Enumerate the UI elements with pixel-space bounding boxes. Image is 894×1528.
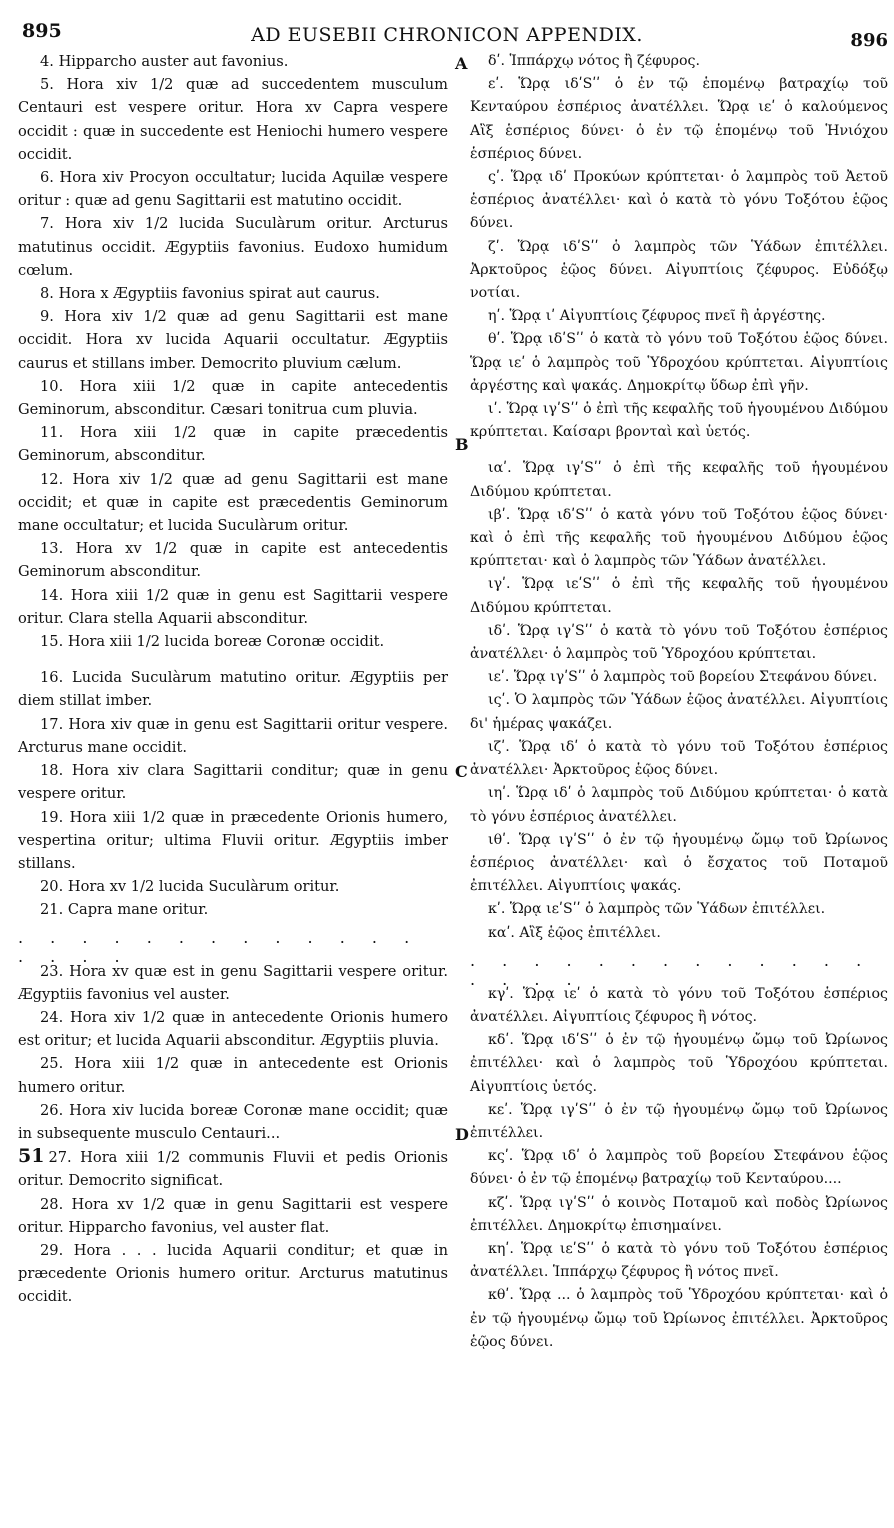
omission-dots: . . . . . . . . . . . . . . . . . xyxy=(18,927,421,966)
greek-entry: ιγʹ. Ὥρᾳ ιεʹSʹʹ ὁ ἐπὶ τῆς κεφαλῆς τοῦ ἡγουμένου Διδύμου κρύπτεται. xyxy=(470,576,888,616)
greek-entry: ιςʹ. Ὁ λαμπρὸς τῶν Ὑάδων ἑῷος ἀνατέλλει. Αἰγυπτίοις δι' ἡμέρας ψακάζει. xyxy=(470,692,888,732)
margin-letter-b: B xyxy=(455,435,469,454)
latin-entry-27 xyxy=(18,1145,448,1192)
latin-entry: 11. Hora xiii 1/2 quæ in capite præcedentis Geminorum, absconditur. xyxy=(18,424,448,465)
latin-entry: 9. Hora xiv 1/2 quæ ad genu Sagittarii est mane occidit. Hora xv lucida Aquarii occultatur. Ægyptiis caurus et stillans imber. Democrito pluvium cælum. xyxy=(18,308,448,372)
latin-entry: 26. Hora xiv lucida boreæ Coronæ mane occidit; quæ in subsequente musculo Centauri... xyxy=(18,1101,448,1142)
greek-entry: ιβʹ. Ὥρᾳ ιδʹSʹʹ ὁ κατὰ γόνυ τοῦ Τοξότου ἑῷος δύνει· καὶ ὁ ἐπὶ τῆς κεφαλῆς τοῦ ἡγουμένου Διδύμου ἑῷος κρύπτεται· καὶ ὁ λαμπρὸς τῶν Ὑάδων ἀνατέλλει. xyxy=(470,506,888,570)
greek-entry: ιηʹ. Ὥρᾳ ιδʹ ὁ λαμπρὸς τοῦ Διδύμου κρύπτεται· ὁ κατὰ τὸ γόνυ ἑσπέριος ἀνατέλλει. xyxy=(470,785,888,825)
latin-entry: 10. Hora xiii 1/2 quæ in capite antecedentis Geminorum, absconditur. Cæsari tonitrua cum pluvia. xyxy=(18,377,448,419)
latin-entry: 7. Hora xiv 1/2 lucida Suculàrum oritur. Arcturus matutinus occidit. Ægyptiis favonius. Eudoxo humidum cœlum. xyxy=(18,215,448,279)
omission-dots: . . . . . . . . . . . . . . . . . xyxy=(470,950,873,989)
latin-entry-text: 27. Hora xiii 1/2 communis Fluvii et pedis Orionis oritur. Democrito significat. xyxy=(18,1149,448,1190)
page-header xyxy=(0,20,894,51)
latin-entry: 5. Hora xiv 1/2 quæ ad succedentem musculum Centauri est vespere oritur. Hora xv Capra vespere occidit : quæ in succedente est Heniochi humero vespere occidit. xyxy=(18,76,448,163)
greek-entry: θʹ. Ὥρᾳ ιδʹSʹʹ ὁ κατὰ τὸ γόνυ τοῦ Τοξότου ἑῷος δύνει. Ὥρᾳ ιεʹ ὁ λαμπρὸς τοῦ Ὑδροχόου κρύπτεται. Αἰγυπτίοις ἀργέστης καὶ ψακάς. Δημοκρίτῳ ὕδωρ ἐπὶ γῆν. xyxy=(470,331,888,394)
latin-entry: 25. Hora xiii 1/2 quæ in antecedente est Orionis humero oritur. xyxy=(18,1055,448,1096)
page-number-left: 895 xyxy=(22,20,62,42)
margin-letter-d: D xyxy=(455,1125,469,1144)
greek-entry: κζʹ. Ὥρᾳ ιγʹSʹʹ ὁ κοινὸς Ποταμοῦ καὶ ποδὸς Ὠρίωνος ἐπιτέλλει. Δημοκρίτῳ ἐπισημαίνει. xyxy=(470,1194,888,1234)
greek-entry: ηʹ. Ὥρᾳ ιʹ Αἰγυπτίοις ζέφυρος πνεῖ ἢ ἀργέστης. xyxy=(488,308,826,325)
latin-entry: 17. Hora xiv quæ in genu est Sagittarii oritur vespere. Arcturus mane occidit. xyxy=(18,715,448,756)
margin-letter-a: A xyxy=(455,54,468,73)
greek-entry: κςʹ. Ὥρᾳ ιδʹ ὁ λαμπρὸς τοῦ βορείου Στεφάνου ἑῷος δύνει· ὁ ἐν τῷ ἑπομένῳ βατραχίῳ τοῦ Κενταύρου.... xyxy=(470,1148,888,1188)
latin-entry: 20. Hora xv 1/2 lucida Suculàrum oritur. xyxy=(40,878,340,896)
greek-entry: εʹ. Ὥρᾳ ιδʹSʹʹ ὁ ἐν τῷ ἑπομένῳ βατραχίῳ τοῦ Κενταύρου ἑσπέριος ἀνατέλλει. Ὥρᾳ ιεʹ ὁ καλούμενος Αἲξ ἑσπέριος δύνει· ὁ ἐν τῷ ἑπομένῳ τοῦ Ἡνιόχου ἑσπέριος δύνει. xyxy=(470,76,888,162)
greek-entry: ςʹ. Ὥρᾳ ιδʹ Προκύων κρύπτεται· ὁ λαμπρὸς τοῦ Ἀετοῦ ἑσπέριος ἀνατέλλει· καὶ ὁ κατὰ τὸ γόνυ Τοξότου ἑῷος δύνει. xyxy=(470,169,888,232)
greek-entry: ζʹ. Ὥρᾳ ιδʹSʹʹ ὁ λαμπρὸς τῶν Ὑάδων ἐπιτέλλει. Ἀρκτοῦρος ἑῷος δύνει. Αἰγυπτίοις ζέφυρος. Εὐδόξῳ νοτίαι. xyxy=(470,238,888,302)
greek-entry: καʹ. Αἲξ ἑῷος ἐπιτέλλει. xyxy=(488,924,661,941)
latin-entry: 15. Hora xiii 1/2 lucida boreæ Coronæ occidit. xyxy=(40,633,385,651)
greek-entry: ιζʹ. Ὥρᾳ ιδʹ ὁ κατὰ τὸ γόνυ τοῦ Τοξότου ἑσπέριος ἀνατέλλει· Ἀρκτοῦρος ἑῷος δύνει. xyxy=(470,738,888,779)
latin-entry: 12. Hora xiv 1/2 quæ ad genu Sagittarii est mane occidit; et quæ in capite est præcedentis Geminorum mane occultatur; et lucida Suculàrum oritur. xyxy=(18,470,448,535)
greek-entry: κδʹ. Ὥρᾳ ιδʹSʹʹ ὁ ἐν τῷ ἡγουμένῳ ὤμῳ τοῦ Ὠρίωνος ἐπιτέλλει· καὶ ὁ λαμπρὸς τοῦ Ὑδροχόου κρύπτεται. Αἰγυπτίοις ὑετός. xyxy=(470,1032,888,1095)
greek-entry: ιαʹ. Ὥρᾳ ιγʹSʹʹ ὁ ἐπὶ τῆς κεφαλῆς τοῦ ἡγουμένου Διδύμου κρύπτεται. xyxy=(470,460,888,500)
running-title: AD EUSEBII CHRONICON APPENDIX. xyxy=(251,24,643,46)
latin-entry: 24. Hora xiv 1/2 quæ in antecedente Orionis humero est oritur; et lucida Aquarii absconditur. Ægyptiis pluvia. xyxy=(18,1008,448,1050)
page-number-right: 896 xyxy=(850,30,888,51)
latin-entry: 18. Hora xiv clara Sagittarii conditur; quæ in genu vespere oritur. xyxy=(18,762,448,803)
latin-entry: 13. Hora xv 1/2 quæ in capite est antecedentis Geminorum absconditur. xyxy=(18,540,448,581)
greek-entry: ιʹ. Ὥρᾳ ιγʹSʹʹ ὁ ἐπὶ τῆς κεφαλῆς τοῦ ἡγουμένου Διδύμου κρύπτεται. Καίσαρι βρονταὶ καὶ ὑετός. xyxy=(470,401,888,441)
greek-entry: ιεʹ. Ὥρᾳ ιγʹSʹʹ ὁ λαμπρὸς τοῦ βορείου Στεφάνου δύνει. xyxy=(488,669,878,686)
latin-column xyxy=(18,50,448,1309)
latin-entry: 21. Capra mane oritur. xyxy=(40,901,209,919)
margin-letter-c: C xyxy=(455,762,468,781)
greek-entry: ιδʹ. Ὥρᾳ ιγʹSʹʹ ὁ κατὰ τὸ γόνυ τοῦ Τοξότου ἑσπέριος ἀνατέλλει· ὁ λαμπρὸς τοῦ Ὑδροχόου κρύπτεται. xyxy=(470,622,888,663)
latin-entry: 19. Hora xiii 1/2 quæ in præcedente Orionis humero, vespertina oritur; ultima Fluvii oritur. Ægyptiis imber stillans. xyxy=(18,808,448,872)
greek-entry: κʹ. Ὥρᾳ ιεʹSʹʹ ὁ λαμπρὸς τῶν Ὑάδων ἐπιτέλλει. xyxy=(488,901,826,918)
latin-entry: 16. Lucida Suculàrum matutino oritur. Ægyptiis per diem stillat imber. xyxy=(18,669,448,710)
greek-entry: κηʹ. Ὥρᾳ ιεʹSʹʹ ὁ κατὰ τὸ γόνυ τοῦ Τοξότου ἑσπέριος ἀνατέλλει. Ἱππάρχῳ ζέφυρος ἢ νότος πνεῖ. xyxy=(470,1240,888,1281)
greek-entry: κθʹ. Ὥρᾳ ... ὁ λαμπρὸς τοῦ Ὑδροχόου κρύπτεται· καὶ ὁ ἐν τῷ ἡγουμένῳ ὤμῳ τοῦ Ὠρίωνος ἐπιτέλλει. Ἀρκτοῦρος ἑῷος δύνει. xyxy=(470,1287,888,1350)
latin-entry: 6. Hora xiv Procyon occultatur; lucida Aquilæ vespere oritur : quæ ad genu Sagittarii est matutino occidit. xyxy=(18,169,448,210)
latin-entry: 14. Hora xiii 1/2 quæ in genu est Sagittarii vespere oritur. Clara stella Aquarii absconditur. xyxy=(18,586,448,627)
greek-column xyxy=(470,50,888,1354)
greek-entry: δʹ. Ἱππάρχῳ νότος ἢ ζέφυρος. xyxy=(488,53,700,69)
greek-entry: κγʹ. Ὥρᾳ ιεʹ ὁ κατὰ τὸ γόνυ τοῦ Τοξότου ἑσπέριος ἀνατέλλει. Αἰγυπτίοις ζέφυρος ἢ νότος. xyxy=(470,985,888,1025)
greek-entry: ιθʹ. Ὥρᾳ ιγʹSʹʹ ὁ ἐν τῷ ἡγουμένῳ ὤμῳ τοῦ Ὠρίωνος ἑσπέριος ἀνατέλλει· καὶ ὁ ἔσχατος τοῦ Ποταμοῦ ἐπιτέλλει. Αἰγυπτίοις ψακάς. xyxy=(470,831,888,895)
greek-entry: κεʹ. Ὥρᾳ ιγʹSʹʹ ὁ ἐν τῷ ἡγουμένῳ ὤμῳ τοῦ Ὠρίωνος ἐπιτέλλει. xyxy=(470,1101,888,1141)
latin-entry: 28. Hora xv 1/2 quæ in genu Sagittarii est vespere oritur. Hipparcho favonius, vel auster flat. xyxy=(18,1195,448,1236)
latin-entry: 29. Hora . . . lucida Aquarii conditur; et quæ in præcedente Orionis humero oritur. Arcturus matutinus occidit. xyxy=(18,1241,448,1306)
latin-entry: 4. Hipparcho auster aut favonius. xyxy=(40,53,289,70)
latin-entry: 23. Hora xv quæ est in genu Sagittarii vespere oritur. Ægyptiis favonius vel auster. xyxy=(18,962,448,1003)
latin-entry: 8. Hora x Ægyptiis favonius spirat aut caurus. xyxy=(40,285,380,303)
margin-number: 51 xyxy=(18,1145,45,1168)
